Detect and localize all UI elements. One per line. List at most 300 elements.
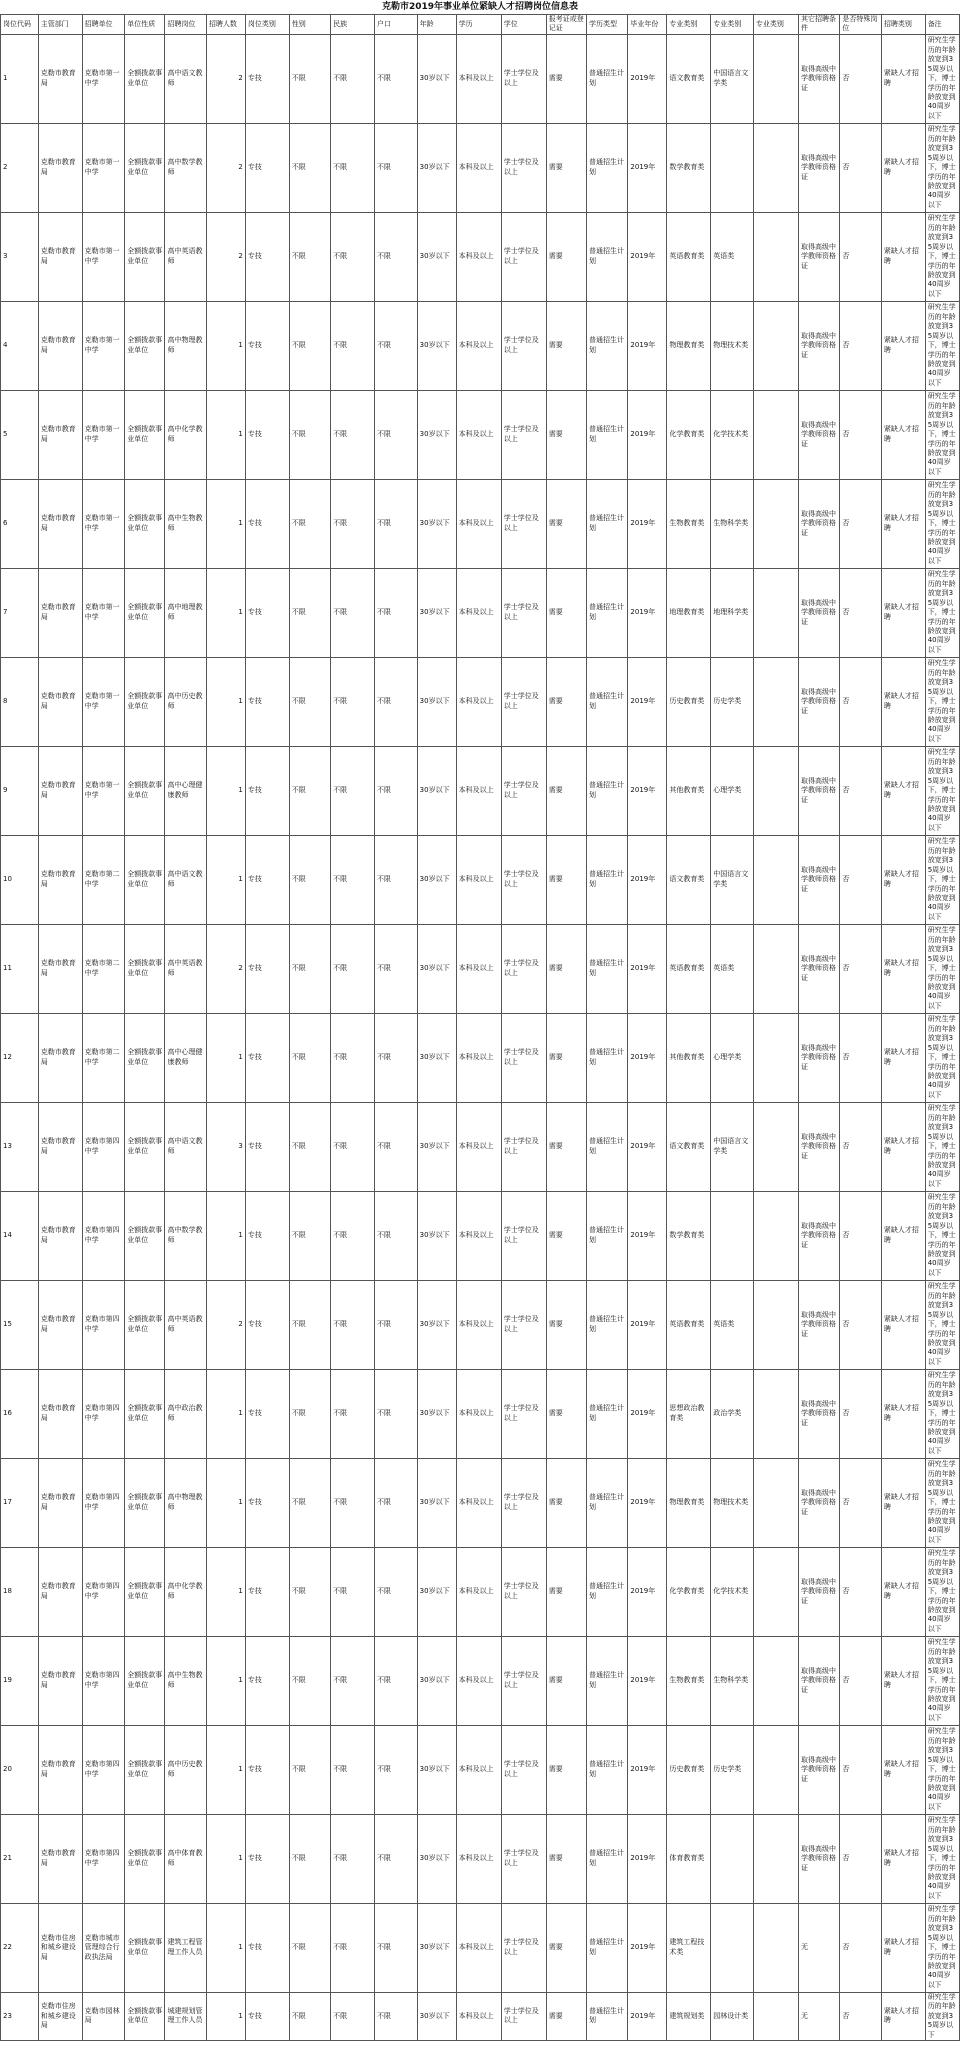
cell-cat: 专技 xyxy=(245,1992,289,2040)
cell-degree: 学士学位及以上 xyxy=(501,390,546,479)
cell-count: 1 xyxy=(206,1814,245,1903)
column-header: 招聘单位 xyxy=(82,15,125,35)
table-row xyxy=(1,1013,960,1102)
cell-age: 30岁以下 xyxy=(417,1280,456,1369)
cell-special: 否 xyxy=(840,1191,881,1280)
cell-note: 研究生学历的年龄放宽到35周岁以下，博士学历的年龄放宽到40周岁以下 xyxy=(925,1191,959,1280)
cell-age: 30岁以下 xyxy=(417,123,456,212)
column-header: 学历 xyxy=(456,15,501,35)
cell-age: 30岁以下 xyxy=(417,34,456,123)
cell-age: 30岁以下 xyxy=(417,390,456,479)
cell-code: 18 xyxy=(1,1547,39,1636)
table-row xyxy=(1,1636,960,1725)
positions-table xyxy=(0,14,960,2041)
column-header: 岗位类别 xyxy=(245,15,289,35)
cell-etype: 普通招生计划 xyxy=(587,1992,628,2040)
cell-other: 无 xyxy=(798,1903,839,1992)
cell-count: 2 xyxy=(206,212,245,301)
table-row xyxy=(1,1191,960,1280)
cell-count: 1 xyxy=(206,1725,245,1814)
table-row xyxy=(1,479,960,568)
cell-hukou: 不限 xyxy=(375,212,418,301)
cell-code: 22 xyxy=(1,1903,39,1992)
cell-age: 30岁以下 xyxy=(417,1102,456,1191)
cell-edu: 本科及以上 xyxy=(456,1547,501,1636)
cell-etype: 普通招生计划 xyxy=(587,1280,628,1369)
cell-eth: 不限 xyxy=(331,1191,375,1280)
cell-cert: 需要 xyxy=(546,1814,586,1903)
cell-year: 2019年 xyxy=(628,1814,667,1903)
cell-unit: 克勒市第一中学 xyxy=(82,301,125,390)
cell-other: 取得高级中学教师资格证 xyxy=(798,1013,839,1102)
cell-unit: 克勒市第四中学 xyxy=(82,1102,125,1191)
cell-note: 研究生学历的年龄放宽到35周岁以下，博士学历的年龄放宽到40周岁以下 xyxy=(925,34,959,123)
cell-rtype: 紧缺人才招聘 xyxy=(881,1725,925,1814)
cell-degree: 学士学位及以上 xyxy=(501,301,546,390)
cell-etype: 普通招生计划 xyxy=(587,1191,628,1280)
cell-degree: 学士学位及以上 xyxy=(501,1725,546,1814)
cell-unit: 克勒市第一中学 xyxy=(82,123,125,212)
column-header: 备注 xyxy=(925,15,959,35)
cell-unit: 克勒市第一中学 xyxy=(82,212,125,301)
cell-post: 高中语文教师 xyxy=(165,34,206,123)
cell-cat: 专技 xyxy=(245,1547,289,1636)
cell-hukou: 不限 xyxy=(375,34,418,123)
table-row xyxy=(1,835,960,924)
cell-m1: 建筑规划类 xyxy=(667,1992,711,2040)
cell-year: 2019年 xyxy=(628,1102,667,1191)
cell-dept: 克勒市教育局 xyxy=(38,390,82,479)
cell-cat: 专技 xyxy=(245,1636,289,1725)
cell-cat: 专技 xyxy=(245,212,289,301)
cell-degree: 学士学位及以上 xyxy=(501,34,546,123)
cell-unit: 克勒市第一中学 xyxy=(82,568,125,657)
cell-nature: 全额拨款事业单位 xyxy=(125,1102,165,1191)
column-header: 性别 xyxy=(289,15,330,35)
cell-m2 xyxy=(711,1903,754,1992)
cell-other: 取得高级中学教师资格证 xyxy=(798,568,839,657)
cell-code: 12 xyxy=(1,1013,39,1102)
cell-edu: 本科及以上 xyxy=(456,1369,501,1458)
cell-m3 xyxy=(753,1280,798,1369)
cell-degree: 学士学位及以上 xyxy=(501,1903,546,1992)
cell-cert: 需要 xyxy=(546,1992,586,2040)
cell-special: 否 xyxy=(840,1547,881,1636)
cell-eth: 不限 xyxy=(331,1547,375,1636)
cell-note: 研究生学历的年龄放宽到35周岁以下，博士学历的年龄放宽到40周岁以下 xyxy=(925,1725,959,1814)
cell-age: 30岁以下 xyxy=(417,835,456,924)
cell-cat: 专技 xyxy=(245,123,289,212)
cell-code: 4 xyxy=(1,301,39,390)
cell-nature: 全额拨款事业单位 xyxy=(125,1814,165,1903)
cell-sex: 不限 xyxy=(289,1903,330,1992)
cell-dept: 克勒市教育局 xyxy=(38,1280,82,1369)
cell-m3 xyxy=(753,835,798,924)
cell-note: 研究生学历的年龄放宽到35周岁以下，博士学历的年龄放宽到40周岁以下 xyxy=(925,924,959,1013)
cell-cat: 专技 xyxy=(245,1725,289,1814)
cell-age: 30岁以下 xyxy=(417,212,456,301)
cell-sex: 不限 xyxy=(289,657,330,746)
cell-m3 xyxy=(753,34,798,123)
cell-sex: 不限 xyxy=(289,1369,330,1458)
cell-m3 xyxy=(753,123,798,212)
cell-count: 1 xyxy=(206,835,245,924)
cell-sex: 不限 xyxy=(289,212,330,301)
cell-etype: 普通招生计划 xyxy=(587,924,628,1013)
cell-cert: 需要 xyxy=(546,390,586,479)
cell-m2: 化学技术类 xyxy=(711,1547,754,1636)
cell-code: 7 xyxy=(1,568,39,657)
cell-rtype: 紧缺人才招聘 xyxy=(881,301,925,390)
cell-degree: 学士学位及以上 xyxy=(501,835,546,924)
cell-special: 否 xyxy=(840,301,881,390)
cell-sex: 不限 xyxy=(289,924,330,1013)
cell-code: 17 xyxy=(1,1458,39,1547)
cell-year: 2019年 xyxy=(628,835,667,924)
cell-other: 取得高级中学教师资格证 xyxy=(798,835,839,924)
column-header: 岗位代码 xyxy=(1,15,39,35)
cell-eth: 不限 xyxy=(331,835,375,924)
cell-rtype: 紧缺人才招聘 xyxy=(881,479,925,568)
cell-cert: 需要 xyxy=(546,924,586,1013)
cell-code: 8 xyxy=(1,657,39,746)
cell-other: 取得高级中学教师资格证 xyxy=(798,1280,839,1369)
cell-edu: 本科及以上 xyxy=(456,746,501,835)
cell-m2: 中国语言文学类 xyxy=(711,34,754,123)
cell-year: 2019年 xyxy=(628,1636,667,1725)
cell-hukou: 不限 xyxy=(375,1636,418,1725)
cell-sex: 不限 xyxy=(289,1102,330,1191)
cell-hukou: 不限 xyxy=(375,1903,418,1992)
cell-special: 否 xyxy=(840,657,881,746)
cell-cert: 需要 xyxy=(546,212,586,301)
cell-special: 否 xyxy=(840,1458,881,1547)
cell-hukou: 不限 xyxy=(375,479,418,568)
table-header-row xyxy=(1,15,960,35)
column-header: 招聘人数 xyxy=(206,15,245,35)
cell-hukou: 不限 xyxy=(375,390,418,479)
cell-m1: 化学教育类 xyxy=(667,390,711,479)
cell-m2: 心理学类 xyxy=(711,1013,754,1102)
cell-etype: 普通招生计划 xyxy=(587,1369,628,1458)
cell-special: 否 xyxy=(840,212,881,301)
cell-nature: 全额拨款事业单位 xyxy=(125,1725,165,1814)
cell-special: 否 xyxy=(840,390,881,479)
cell-post: 城建规划管理工作人员 xyxy=(165,1992,206,2040)
cell-special: 否 xyxy=(840,1903,881,1992)
cell-degree: 学士学位及以上 xyxy=(501,212,546,301)
cell-etype: 普通招生计划 xyxy=(587,1013,628,1102)
cell-hukou: 不限 xyxy=(375,1547,418,1636)
cell-edu: 本科及以上 xyxy=(456,301,501,390)
cell-degree: 学士学位及以上 xyxy=(501,1191,546,1280)
cell-edu: 本科及以上 xyxy=(456,479,501,568)
cell-post: 高中体育教师 xyxy=(165,1814,206,1903)
cell-unit: 克勒市第一中学 xyxy=(82,657,125,746)
cell-dept: 克勒市教育局 xyxy=(38,1102,82,1191)
cell-age: 30岁以下 xyxy=(417,746,456,835)
table-row xyxy=(1,34,960,123)
cell-note: 研究生学历的年龄放宽到35周岁以下，博士学历的年龄放宽到40周岁以下 xyxy=(925,1636,959,1725)
cell-m3 xyxy=(753,1725,798,1814)
cell-post: 高中数学教师 xyxy=(165,1191,206,1280)
cell-nature: 全额拨款事业单位 xyxy=(125,657,165,746)
cell-eth: 不限 xyxy=(331,1458,375,1547)
cell-special: 否 xyxy=(840,123,881,212)
cell-m1: 语文教育类 xyxy=(667,34,711,123)
cell-age: 30岁以下 xyxy=(417,1369,456,1458)
document-title: 克勒市2019年事业单位紧缺人才招聘岗位信息表 xyxy=(381,2,579,12)
cell-cert: 需要 xyxy=(546,123,586,212)
cell-etype: 普通招生计划 xyxy=(587,301,628,390)
cell-nature: 全额拨款事业单位 xyxy=(125,1992,165,2040)
column-header: 是否特殊岗位 xyxy=(840,15,881,35)
table-row xyxy=(1,390,960,479)
cell-sex: 不限 xyxy=(289,1547,330,1636)
cell-cat: 专技 xyxy=(245,1013,289,1102)
cell-unit: 克勒市第四中学 xyxy=(82,1280,125,1369)
cell-other: 取得高级中学教师资格证 xyxy=(798,390,839,479)
cell-nature: 全额拨款事业单位 xyxy=(125,34,165,123)
column-header: 专业类别 xyxy=(753,15,798,35)
cell-special: 否 xyxy=(840,34,881,123)
cell-edu: 本科及以上 xyxy=(456,34,501,123)
cell-code: 16 xyxy=(1,1369,39,1458)
cell-post: 高中化学教师 xyxy=(165,390,206,479)
cell-rtype: 紧缺人才招聘 xyxy=(881,1102,925,1191)
cell-code: 9 xyxy=(1,746,39,835)
cell-edu: 本科及以上 xyxy=(456,1814,501,1903)
cell-etype: 普通招生计划 xyxy=(587,1102,628,1191)
column-header: 其它招聘条件 xyxy=(798,15,839,35)
cell-code: 6 xyxy=(1,479,39,568)
cell-rtype: 紧缺人才招聘 xyxy=(881,924,925,1013)
cell-count: 2 xyxy=(206,123,245,212)
cell-edu: 本科及以上 xyxy=(456,1725,501,1814)
cell-m2: 园林设计类 xyxy=(711,1992,754,2040)
cell-hukou: 不限 xyxy=(375,1191,418,1280)
cell-eth: 不限 xyxy=(331,1992,375,2040)
cell-etype: 普通招生计划 xyxy=(587,835,628,924)
cell-m1: 数学教育类 xyxy=(667,123,711,212)
cell-etype: 普通招生计划 xyxy=(587,657,628,746)
cell-cert: 需要 xyxy=(546,1903,586,1992)
cell-degree: 学士学位及以上 xyxy=(501,746,546,835)
cell-eth: 不限 xyxy=(331,1725,375,1814)
cell-degree: 学士学位及以上 xyxy=(501,657,546,746)
cell-note: 研究生学历的年龄放宽到35周岁以下 xyxy=(925,1992,959,2040)
cell-nature: 全额拨款事业单位 xyxy=(125,1458,165,1547)
cell-note: 研究生学历的年龄放宽到35周岁以下，博士学历的年龄放宽到40周岁以下 xyxy=(925,657,959,746)
cell-count: 1 xyxy=(206,1903,245,1992)
table-row xyxy=(1,1458,960,1547)
cell-special: 否 xyxy=(840,1636,881,1725)
cell-unit: 克勒市第四中学 xyxy=(82,1369,125,1458)
cell-year: 2019年 xyxy=(628,212,667,301)
cell-nature: 全额拨款事业单位 xyxy=(125,390,165,479)
cell-m3 xyxy=(753,479,798,568)
cell-age: 30岁以下 xyxy=(417,924,456,1013)
cell-m1: 语文教育类 xyxy=(667,1102,711,1191)
cell-unit: 克勒市第二中学 xyxy=(82,835,125,924)
cell-etype: 普通招生计划 xyxy=(587,123,628,212)
cell-m1: 生物教育类 xyxy=(667,479,711,568)
cell-nature: 全额拨款事业单位 xyxy=(125,479,165,568)
cell-rtype: 紧缺人才招聘 xyxy=(881,1280,925,1369)
cell-eth: 不限 xyxy=(331,746,375,835)
cell-rtype: 紧缺人才招聘 xyxy=(881,34,925,123)
cell-sex: 不限 xyxy=(289,1458,330,1547)
cell-unit: 克勒市第一中学 xyxy=(82,479,125,568)
cell-cert: 需要 xyxy=(546,568,586,657)
cell-edu: 本科及以上 xyxy=(456,924,501,1013)
cell-other: 取得高级中学教师资格证 xyxy=(798,1191,839,1280)
cell-code: 20 xyxy=(1,1725,39,1814)
cell-m3 xyxy=(753,1102,798,1191)
cell-dept: 克勒市住房和城乡建设局 xyxy=(38,1903,82,1992)
cell-dept: 克勒市教育局 xyxy=(38,212,82,301)
cell-post: 高中心理健康教师 xyxy=(165,746,206,835)
cell-age: 30岁以下 xyxy=(417,657,456,746)
cell-dept: 克勒市教育局 xyxy=(38,1013,82,1102)
cell-edu: 本科及以上 xyxy=(456,835,501,924)
cell-cat: 专技 xyxy=(245,1102,289,1191)
cell-post: 高中英语教师 xyxy=(165,1280,206,1369)
cell-cat: 专技 xyxy=(245,1191,289,1280)
cell-note: 研究生学历的年龄放宽到35周岁以下，博士学历的年龄放宽到40周岁以下 xyxy=(925,1013,959,1102)
cell-hukou: 不限 xyxy=(375,301,418,390)
cell-dept: 克勒市教育局 xyxy=(38,1725,82,1814)
column-header: 民族 xyxy=(331,15,375,35)
cell-note: 研究生学历的年龄放宽到35周岁以下，博士学历的年龄放宽到40周岁以下 xyxy=(925,746,959,835)
cell-hukou: 不限 xyxy=(375,746,418,835)
cell-etype: 普通招生计划 xyxy=(587,34,628,123)
cell-note: 研究生学历的年龄放宽到35周岁以下，博士学历的年龄放宽到40周岁以下 xyxy=(925,835,959,924)
cell-nature: 全额拨款事业单位 xyxy=(125,1369,165,1458)
cell-special: 否 xyxy=(840,568,881,657)
cell-other: 取得高级中学教师资格证 xyxy=(798,1458,839,1547)
cell-etype: 普通招生计划 xyxy=(587,1725,628,1814)
cell-m1: 物理教育类 xyxy=(667,301,711,390)
cell-etype: 普通招生计划 xyxy=(587,212,628,301)
cell-other: 取得高级中学教师资格证 xyxy=(798,479,839,568)
cell-year: 2019年 xyxy=(628,479,667,568)
cell-hukou: 不限 xyxy=(375,1725,418,1814)
cell-edu: 本科及以上 xyxy=(456,1992,501,2040)
cell-sex: 不限 xyxy=(289,34,330,123)
table-row xyxy=(1,212,960,301)
cell-cat: 专技 xyxy=(245,1903,289,1992)
cell-cert: 需要 xyxy=(546,1013,586,1102)
cell-rtype: 紧缺人才招聘 xyxy=(881,1369,925,1458)
cell-m2: 生物科学类 xyxy=(711,1636,754,1725)
cell-code: 23 xyxy=(1,1992,39,2040)
cell-year: 2019年 xyxy=(628,568,667,657)
cell-m1: 语文教育类 xyxy=(667,835,711,924)
cell-note: 研究生学历的年龄放宽到35周岁以下，博士学历的年龄放宽到40周岁以下 xyxy=(925,390,959,479)
cell-special: 否 xyxy=(840,1814,881,1903)
cell-note: 研究生学历的年龄放宽到35周岁以下，博士学历的年龄放宽到40周岁以下 xyxy=(925,568,959,657)
cell-m3 xyxy=(753,1992,798,2040)
cell-age: 30岁以下 xyxy=(417,1814,456,1903)
column-header: 专业类别 xyxy=(667,15,711,35)
cell-m2: 物理技术类 xyxy=(711,301,754,390)
cell-dept: 克勒市教育局 xyxy=(38,568,82,657)
cell-rtype: 紧缺人才招聘 xyxy=(881,1636,925,1725)
cell-unit: 克勒市第四中学 xyxy=(82,1191,125,1280)
cell-eth: 不限 xyxy=(331,479,375,568)
cell-cert: 需要 xyxy=(546,1636,586,1725)
cell-cat: 专技 xyxy=(245,390,289,479)
cell-m3 xyxy=(753,568,798,657)
cell-cert: 需要 xyxy=(546,835,586,924)
cell-m2: 英语类 xyxy=(711,212,754,301)
cell-sex: 不限 xyxy=(289,1191,330,1280)
cell-m1: 英语教育类 xyxy=(667,1280,711,1369)
cell-m3 xyxy=(753,746,798,835)
cell-sex: 不限 xyxy=(289,1814,330,1903)
cell-cat: 专技 xyxy=(245,301,289,390)
cell-degree: 学士学位及以上 xyxy=(501,1280,546,1369)
cell-other: 取得高级中学教师资格证 xyxy=(798,1369,839,1458)
cell-unit: 克勒市第四中学 xyxy=(82,1547,125,1636)
cell-nature: 全额拨款事业单位 xyxy=(125,1547,165,1636)
cell-dept: 克勒市教育局 xyxy=(38,479,82,568)
cell-cat: 专技 xyxy=(245,746,289,835)
cell-cert: 需要 xyxy=(546,1547,586,1636)
cell-m3 xyxy=(753,1191,798,1280)
cell-nature: 全额拨款事业单位 xyxy=(125,835,165,924)
cell-m3 xyxy=(753,924,798,1013)
cell-dept: 克勒市教育局 xyxy=(38,1191,82,1280)
cell-post: 高中英语教师 xyxy=(165,924,206,1013)
cell-nature: 全额拨款事业单位 xyxy=(125,1903,165,1992)
cell-year: 2019年 xyxy=(628,1458,667,1547)
cell-post: 高中数学教师 xyxy=(165,123,206,212)
cell-degree: 学士学位及以上 xyxy=(501,1814,546,1903)
cell-eth: 不限 xyxy=(331,1102,375,1191)
cell-nature: 全额拨款事业单位 xyxy=(125,1013,165,1102)
cell-degree: 学士学位及以上 xyxy=(501,1636,546,1725)
cell-hukou: 不限 xyxy=(375,657,418,746)
column-header: 招聘岗位 xyxy=(165,15,206,35)
cell-m3 xyxy=(753,1814,798,1903)
cell-year: 2019年 xyxy=(628,1013,667,1102)
cell-m3 xyxy=(753,1636,798,1725)
cell-sex: 不限 xyxy=(289,301,330,390)
cell-count: 1 xyxy=(206,657,245,746)
cell-post: 高中心理健康教师 xyxy=(165,1013,206,1102)
cell-eth: 不限 xyxy=(331,1013,375,1102)
cell-eth: 不限 xyxy=(331,212,375,301)
cell-eth: 不限 xyxy=(331,924,375,1013)
column-header: 主管部门 xyxy=(38,15,82,35)
column-header: 招聘类别 xyxy=(881,15,925,35)
cell-m1: 英语教育类 xyxy=(667,212,711,301)
column-header: 毕业年份 xyxy=(628,15,667,35)
cell-sex: 不限 xyxy=(289,1725,330,1814)
table-row xyxy=(1,568,960,657)
cell-cat: 专技 xyxy=(245,1280,289,1369)
cell-m2: 化学技术类 xyxy=(711,390,754,479)
cell-year: 2019年 xyxy=(628,123,667,212)
cell-unit: 克勒市第四中学 xyxy=(82,1636,125,1725)
cell-etype: 普通招生计划 xyxy=(587,1458,628,1547)
cell-degree: 学士学位及以上 xyxy=(501,1458,546,1547)
column-header: 年龄 xyxy=(417,15,456,35)
cell-m1: 其他教育类 xyxy=(667,746,711,835)
cell-age: 30岁以下 xyxy=(417,301,456,390)
